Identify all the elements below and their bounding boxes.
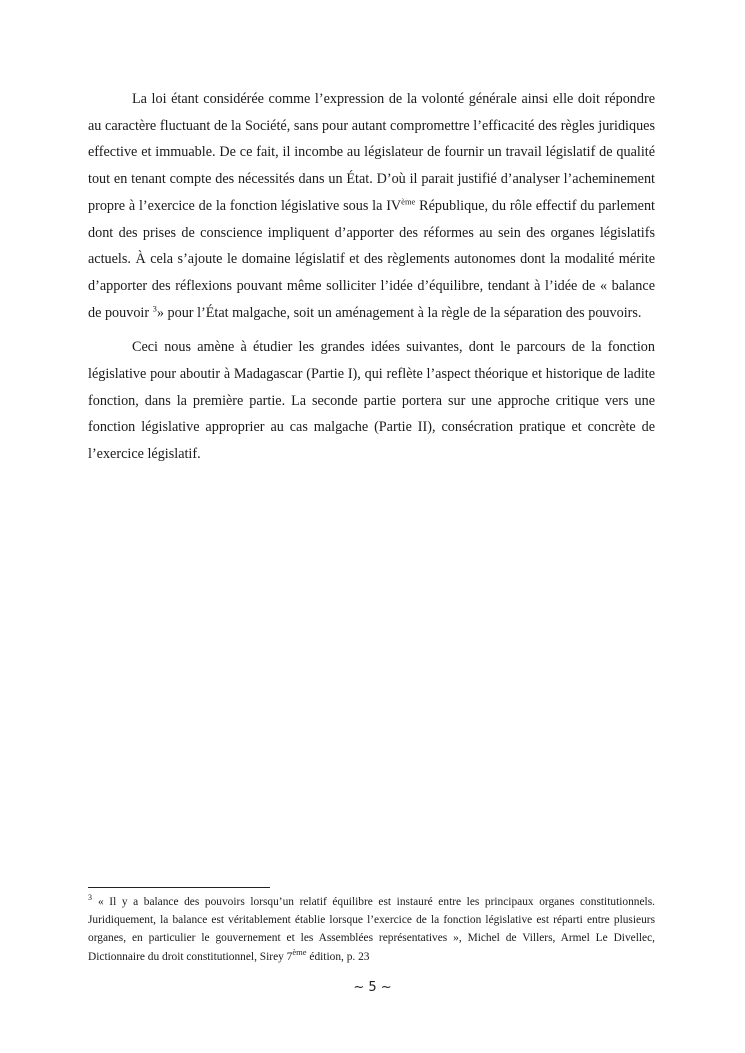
footnote — [88, 893, 655, 966]
footnote-separator — [88, 887, 270, 888]
footnote-text-a: « Il y a balance des pouvoirs lorsqu’un relatif équilibre est instauré entre les principaux organes constitutionnels. Juridiquement, la balance est véritablement établie lorsque l’exercice de la fonction législative est réparti entre plusieurs organes, en particulier le gouvernement et les Assemblées représentatives », Michel de Villers, Armel Le Divellec, Dictionnaire du droit constitutionnel, Sirey 7 — [88, 896, 655, 963]
paragraph-1 — [88, 86, 655, 326]
footnote-superscript: ème — [292, 946, 307, 957]
paragraph-1-text-a: La loi étant considérée comme l’expression de la volonté générale ainsi elle doit répondre au caractère fluctuant de la Société, sans pour autant compromettre l’efficacité des règles juridiques effective et immuable. De ce fait, il incombe au législateur de fournir un travail législatif de qualité tout en tenant compte des nécessités dans un État. D’où il parait justifié d’analyser l’acheminement propre à l’exercice de la fonction législative sous la IV — [88, 91, 655, 214]
footnote-text-b: édition, p. 23 — [306, 950, 370, 963]
superscript-eme: ème — [401, 196, 416, 207]
main-text — [88, 86, 655, 476]
paragraph-2: Ceci nous amène à étudier les grandes idées suivantes, dont le parcours de la fonction législative pour aboutir à Madagascar (Partie I), qui reflète l’aspect théorique et historique de ladite fonction, dans la première partie. La seconde partie portera sur une approche critique vers une fonction législative approprier au cas malgache (Partie II), consécration pratique et concrète de l’exercice législatif. — [88, 339, 655, 463]
paragraph-1-text-c: » pour l’État malgache, soit un aménagement à la règle de la séparation des pouvoirs. — [156, 304, 642, 321]
page-number: ~ 5 ~ — [353, 980, 392, 995]
footnote-reference[interactable]: 3 — [152, 302, 157, 313]
paragraph-1-text-b: République, du rôle effectif du parlement dont des prises de conscience impliquent d’apporter des réformes au sein des organes législatifs actuels. À cela s’ajoute le domaine législatif et des règlements autonomes dont la modalité mérite d’apporter des réflexions pouvant même solliciter l’idée d’équilibre, tendant à l’idée de « balance de pouvoir — [88, 197, 655, 321]
footnote-number: 3 — [88, 893, 92, 903]
